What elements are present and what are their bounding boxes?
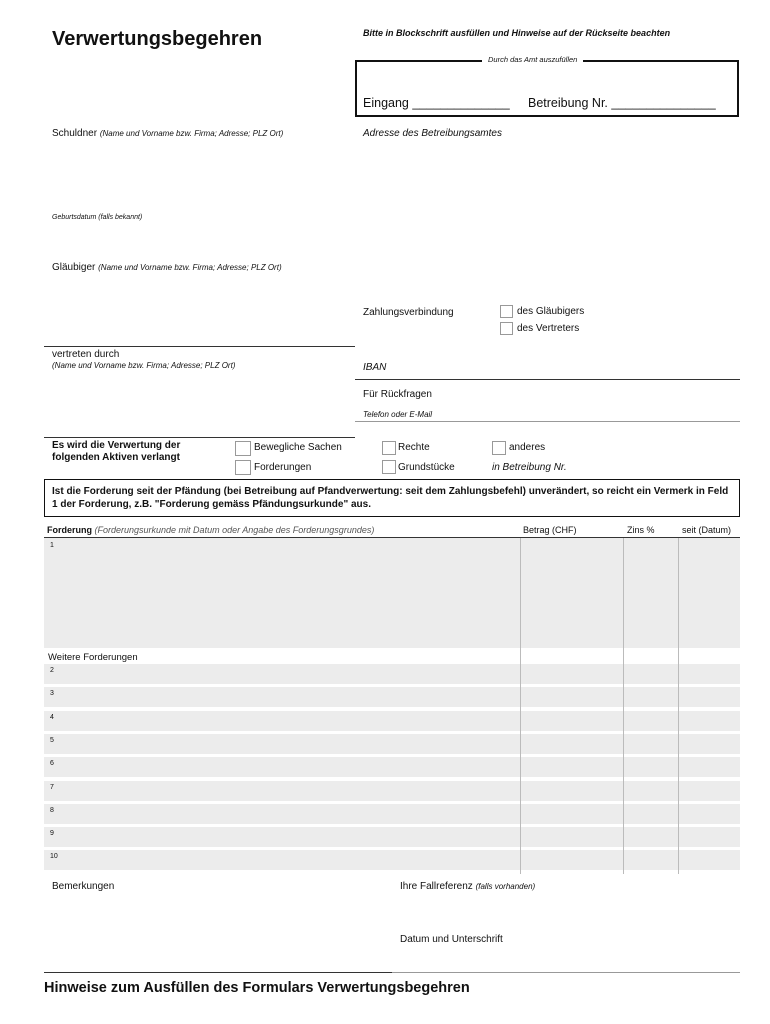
eingang-field[interactable]: Eingang ______________ — [363, 96, 510, 110]
weitere-forderungen-label: Weitere Forderungen — [48, 652, 138, 663]
zahlungsverbindung-label: Zahlungsverbindung — [363, 307, 454, 318]
iban-line — [355, 379, 740, 380]
col-zins-header: Zins % — [627, 525, 655, 535]
table-row[interactable] — [44, 827, 740, 847]
row-number: 8 — [50, 807, 54, 814]
anderes-checkbox[interactable] — [492, 441, 506, 455]
geburtsdatum-label: Geburtsdatum (falls bekannt) — [52, 214, 143, 221]
col-divider — [623, 538, 624, 874]
col-seit-header: seit (Datum) — [682, 525, 732, 535]
bewegliche-sachen-checkbox[interactable] — [235, 441, 251, 456]
table-row[interactable] — [44, 781, 740, 801]
rechte-checkbox[interactable] — [382, 441, 396, 455]
vertreter-option-label: des Vertreters — [517, 323, 580, 334]
row-number: 9 — [50, 830, 54, 837]
row-number: 1 — [50, 542, 54, 549]
office-use-label: Durch das Amt auszufüllen — [482, 55, 583, 64]
row-number: 2 — [50, 667, 54, 674]
table-row[interactable] — [44, 711, 740, 731]
table-row[interactable] — [44, 734, 740, 754]
anderes-label: anderes — [509, 442, 546, 453]
row-number: 3 — [50, 690, 54, 697]
glaeubiger-hint: (Name und Vorname bzw. Firma; Adresse; PLZ Ort) — [98, 263, 282, 272]
bemerkungen-label: Bemerkungen — [52, 881, 115, 892]
hinweise-title: Hinweise zum Ausfüllen des Formulars Verwertungsbegehren — [44, 980, 470, 996]
table-row[interactable] — [44, 757, 740, 777]
row-number: 6 — [50, 760, 54, 767]
vertreter-label: vertreten durch — [52, 349, 120, 360]
form-title: Verwertungsbegehren — [52, 28, 263, 50]
divider — [44, 972, 392, 973]
col-divider — [520, 538, 521, 874]
forderungen-checkbox[interactable] — [235, 460, 251, 475]
forderungen-label: Forderungen — [254, 462, 312, 473]
schuldner-label: Schuldner (Name und Vorname bzw. Firma; Adresse; PLZ Ort) — [52, 128, 284, 139]
table-row[interactable] — [44, 850, 740, 870]
vertreter-hint: (Name und Vorname bzw. Firma; Adresse; PLZ Ort) — [52, 361, 236, 370]
divider — [44, 346, 355, 347]
vertreter-checkbox[interactable] — [500, 322, 513, 335]
question-text: Ist die Forderung seit der Pfändung (bei Betreibung auf Pfandverwertung: seit dem Zahlungsbefehl) unverändert, so reicht ein Vermerk in Feld 1 der Forderung, z.B. "Forderung gemäss Pfändungsurkunde" aus. — [52, 486, 729, 510]
glaeubiger-option-label: des Gläubigers — [517, 306, 585, 317]
iban-label: IBAN — [363, 362, 387, 373]
divider — [44, 437, 355, 438]
instruction-note: Bitte in Blockschrift ausfüllen und Hinweise auf der Rückseite beachten — [363, 28, 671, 38]
kontakt-line — [355, 421, 740, 422]
betreibungsamt-address: Adresse des Betreibungsamtes — [363, 128, 502, 139]
row-number: 4 — [50, 714, 54, 721]
bewegliche-sachen-label: Bewegliche Sachen — [254, 442, 342, 453]
schuldner-hint: (Name und Vorname bzw. Firma; Adresse; PLZ Ort) — [99, 129, 284, 138]
kontakt-label: Telefon oder E-Mail — [363, 410, 433, 419]
table-row[interactable] — [44, 538, 740, 648]
betreibung-nr-field[interactable]: Betreibung Nr. _______________ — [528, 96, 716, 110]
table-row[interactable] — [44, 687, 740, 707]
col-divider — [678, 538, 679, 874]
fallreferenz-hint: (falls vorhanden) — [475, 882, 536, 891]
rueckfragen-label: Für Rückfragen — [363, 389, 432, 400]
col-betrag-header: Betrag (CHF) — [523, 525, 577, 535]
table-row[interactable] — [44, 664, 740, 684]
col-forderung-header: Forderung (Forderungsurkunde mit Datum oder Angabe des Forderungsgrundes) — [47, 525, 375, 535]
datum-unterschrift-label: Datum und Unterschrift — [400, 934, 503, 945]
row-number: 7 — [50, 784, 54, 791]
fallreferenz-label: Ihre Fallreferenz (falls vorhanden) — [400, 881, 536, 892]
row-number: 5 — [50, 737, 54, 744]
glaeubiger-label: Gläubiger (Name und Vorname bzw. Firma; Adresse; PLZ Ort) — [52, 262, 282, 273]
grundstuecke-label: Grundstücke — [398, 462, 455, 473]
col-forderung-hint: (Forderungsurkunde mit Datum oder Angabe des Forderungsgrundes) — [94, 525, 375, 535]
table-row[interactable] — [44, 804, 740, 824]
divider — [392, 972, 740, 973]
grundstuecke-checkbox[interactable] — [382, 460, 396, 474]
in-betreibung-label: in Betreibung Nr. — [492, 462, 567, 473]
rechte-label: Rechte — [398, 442, 430, 453]
glaeubiger-checkbox[interactable] — [500, 305, 513, 318]
row-number: 10 — [50, 853, 58, 860]
aktiven-label: Es wird die Verwertung der folgenden Aktiven verlangt — [52, 440, 181, 463]
